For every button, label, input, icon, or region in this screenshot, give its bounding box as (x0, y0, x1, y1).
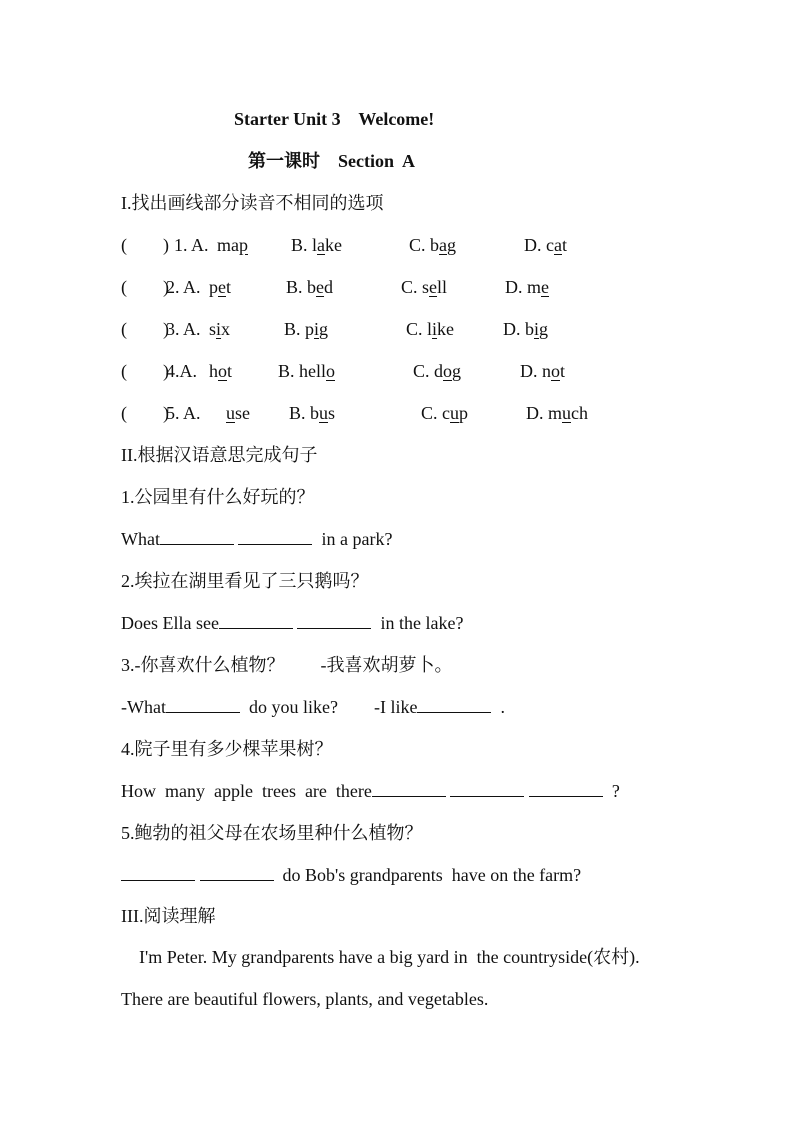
underlined-letter: e (316, 277, 325, 297)
underlined-letter: i (432, 319, 438, 339)
option-c: C. sell (401, 277, 448, 297)
answer-bracket[interactable]: ( ) (121, 403, 169, 423)
chinese-prompt: 2.埃拉在湖里看见了三只鹅吗？ (121, 571, 369, 591)
part2-heading: II.根据汉语意思完成句子 (121, 445, 318, 465)
option-c: C. dog (413, 361, 462, 381)
part3-heading: III.阅读理解 (121, 906, 216, 926)
answer-blank[interactable] (529, 780, 603, 797)
option-a: pet (209, 277, 232, 297)
option-b: B. bed (286, 277, 334, 297)
option-b: B. bus (289, 403, 336, 423)
option-d: D. big (503, 319, 549, 339)
reading-line: There are beautiful flowers, plants, and vegetables. (121, 989, 489, 1009)
chinese-prompt: 3.-你喜欢什么植物？ -我喜欢胡萝卜。 (121, 655, 453, 675)
english-sentence: What in a park? (121, 529, 393, 549)
option-a: hot (209, 361, 233, 381)
answer-blank[interactable] (297, 612, 371, 629)
english-sentence: How many apple trees are there ? (121, 781, 620, 801)
english-sentence: do Bob's grandparents have on the farm? (121, 864, 581, 886)
underlined-letter: a (439, 235, 448, 255)
underlined-letter: o (551, 361, 560, 381)
option-c: C. bag (409, 235, 457, 255)
chinese-prompt: 4.院子里有多少棵苹果树？ (121, 739, 333, 759)
chinese-prompt: 5.鲍勃的祖父母在农场里种什么植物？ (121, 823, 423, 843)
question-number: 5. A. (166, 403, 210, 423)
underlined-letter: u (226, 403, 235, 423)
answer-blank[interactable] (417, 696, 491, 713)
question-number: 2. A. (166, 277, 201, 297)
answer-blank[interactable] (166, 696, 240, 713)
underlined-letter: i (314, 319, 320, 339)
underlined-letter: e (218, 277, 226, 297)
option-d: D. cat (524, 235, 568, 255)
option-b: B. pig (284, 319, 329, 339)
question-number: 1. A. (174, 235, 209, 255)
answer-bracket[interactable]: ( ) (121, 319, 169, 339)
answer-blank[interactable] (372, 780, 446, 797)
underlined-letter: e (541, 277, 549, 297)
page-subtitle: 第一课时 Section A (248, 151, 416, 171)
answer-bracket[interactable]: ( ) (121, 277, 169, 297)
question-number: 4.A. (166, 361, 202, 381)
option-c: C. cup (421, 403, 468, 423)
option-a: six (209, 319, 231, 339)
option-a: use (226, 403, 250, 423)
underlined-letter: o (326, 361, 335, 381)
option-d: D. much (526, 403, 588, 423)
option-d: D. me (505, 277, 549, 297)
page-title: Starter Unit 3 Welcome! (234, 109, 435, 129)
answer-blank[interactable] (121, 864, 195, 881)
underlined-letter: a (554, 235, 562, 255)
underlined-letter: u (562, 403, 571, 423)
answer-bracket[interactable]: ( ) (121, 235, 169, 255)
underlined-letter: i (216, 319, 222, 339)
answer-blank[interactable] (200, 864, 274, 881)
option-c: C. like (406, 319, 455, 339)
underlined-letter: o (443, 361, 453, 381)
english-sentence: Does Ella see in the lake? (121, 613, 464, 633)
underlined-letter: u (319, 403, 329, 423)
option-d: D. not (520, 361, 566, 381)
option-b: B. lake (291, 235, 343, 255)
part1-heading: I.找出画线部分读音不相同的选项 (121, 193, 384, 213)
underlined-letter: u (450, 403, 459, 423)
answer-blank[interactable] (219, 612, 293, 629)
underlined-letter: a (317, 235, 326, 255)
underlined-letter: o (218, 361, 227, 381)
answer-bracket[interactable]: ( ) (121, 361, 169, 381)
underlined-letter: e (429, 277, 438, 297)
answer-blank[interactable] (450, 780, 524, 797)
question-number: 3. A. (166, 319, 201, 339)
underlined-letter: p (239, 235, 248, 255)
reading-line: I'm Peter. My grandparents have a big yard in the countryside(农村). (121, 947, 640, 967)
answer-blank[interactable] (238, 528, 312, 545)
option-b: B. hello (278, 361, 335, 381)
underlined-letter: i (534, 319, 540, 339)
answer-blank[interactable] (160, 528, 234, 545)
chinese-prompt: 1.公园里有什么好玩的？ (121, 487, 315, 507)
option-a: map (217, 235, 248, 255)
english-sentence: -What do you like? -I like . (121, 697, 505, 717)
